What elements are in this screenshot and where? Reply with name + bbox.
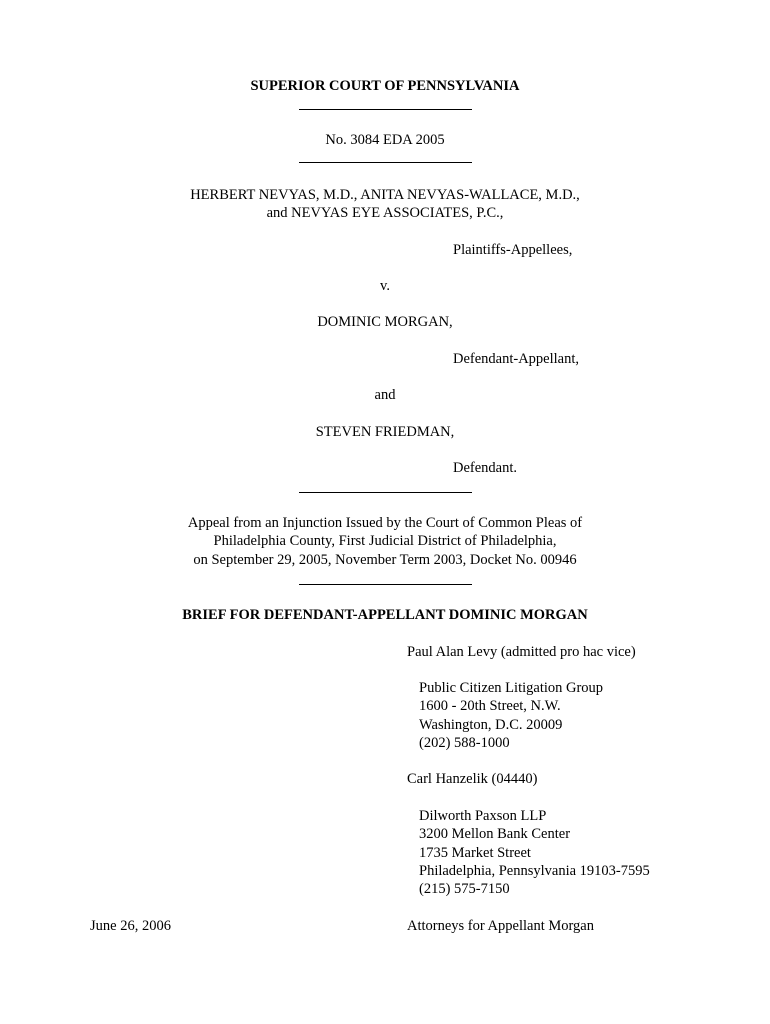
counsel-address-line: Philadelphia, Pennsylvania 19103-7595 xyxy=(419,863,650,879)
conjunction: and xyxy=(374,387,396,403)
plaintiffs-role: Plaintiffs-Appellees, xyxy=(453,242,573,258)
court-name: SUPERIOR COURT OF PENNSYLVANIA xyxy=(250,78,520,94)
appeal-line-1: Appeal from an Injunction Issued by the Court of Common Pleas of xyxy=(187,515,583,531)
appeal-line-2: Philadelphia County, First Judicial District of Philadelphia, xyxy=(213,533,557,549)
counsel-address-line: 1600 - 20th Street, N.W. xyxy=(419,698,561,714)
defendant-appellant-role: Defendant-Appellant, xyxy=(453,351,580,367)
counsel-name: Carl Hanzelik (04440) xyxy=(407,771,538,787)
defendant-name: STEVEN FRIEDMAN, xyxy=(315,424,455,440)
separator-rule xyxy=(299,109,472,110)
separator-rule xyxy=(299,162,472,163)
separator-rule xyxy=(299,492,472,493)
plaintiffs-line-2: and NEVYAS EYE ASSOCIATES, P.C., xyxy=(266,205,504,221)
attorneys-for: Attorneys for Appellant Morgan xyxy=(407,918,594,934)
counsel-address-line: 1735 Market Street xyxy=(419,845,531,861)
separator-rule xyxy=(299,584,472,585)
counsel-address-line: Dilworth Paxson LLP xyxy=(419,808,547,824)
counsel-address-line: Washington, D.C. 20009 xyxy=(419,717,563,733)
defendant-role: Defendant. xyxy=(453,460,518,476)
defendant-appellant-name: DOMINIC MORGAN, xyxy=(317,314,453,330)
brief-title: BRIEF FOR DEFENDANT-APPELLANT DOMINIC MORGAN xyxy=(182,607,588,623)
appeal-line-3: on September 29, 2005, November Term 2003, Docket No. 00946 xyxy=(193,552,577,568)
counsel-phone: (202) 588-1000 xyxy=(419,735,510,751)
filing-date: June 26, 2006 xyxy=(90,918,171,934)
counsel-address-line: Public Citizen Litigation Group xyxy=(419,680,604,696)
versus: v. xyxy=(380,278,390,294)
docket-number: No. 3084 EDA 2005 xyxy=(325,132,445,148)
plaintiffs-line-1: HERBERT NEVYAS, M.D., ANITA NEVYAS-WALLACE, M.D., xyxy=(190,187,580,203)
counsel-phone: (215) 575-7150 xyxy=(419,881,510,897)
counsel-address-line: 3200 Mellon Bank Center xyxy=(419,826,571,842)
counsel-name: Paul Alan Levy (admitted pro hac vice) xyxy=(407,644,636,660)
